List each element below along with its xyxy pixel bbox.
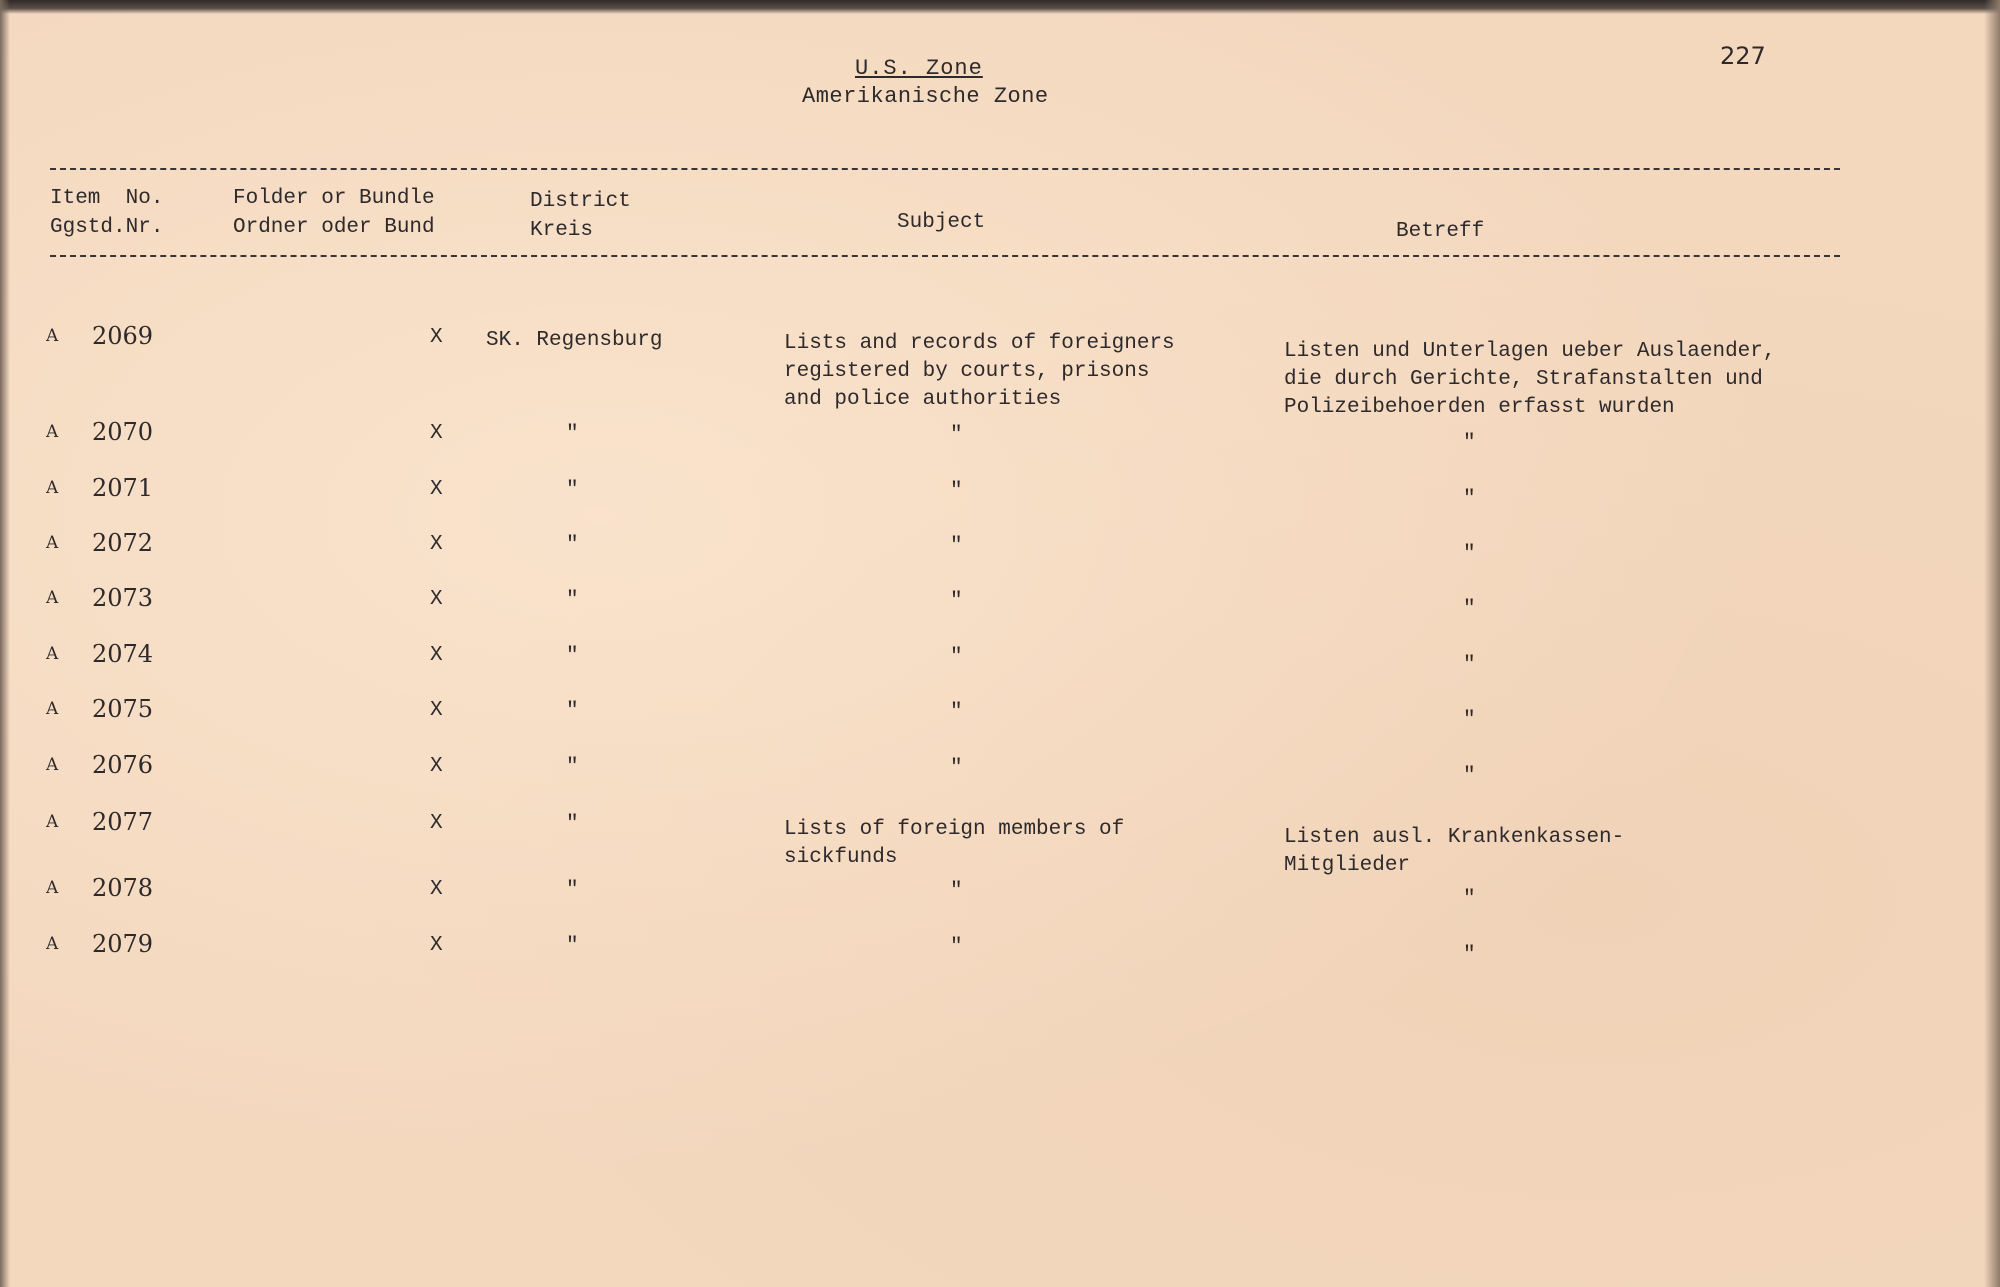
item-number: 2073 [92,584,154,612]
folder-mark: X [430,644,443,667]
district-cell: " [566,479,579,502]
col-district-en: District [530,190,631,213]
folder-mark: X [430,812,443,835]
folder-mark: X [430,699,443,722]
item-prefix: A [46,533,59,553]
subject-cell: " [950,590,963,613]
folder-mark: X [430,934,443,957]
subject-cell: " [950,535,963,558]
betreff-cell: Listen ausl. Krankenkassen- Mitglieder [1284,826,1625,877]
page-top-edge [0,0,2000,14]
item-number: 2074 [92,640,154,668]
item-number: 2079 [92,930,154,958]
item-number: 2077 [92,808,154,836]
item-number: 2075 [92,695,154,723]
item-prefix: A [46,878,59,898]
item-prefix: A [46,812,59,832]
item-number: 2070 [92,418,154,446]
col-item-de: Ggstd.Nr. [50,216,164,239]
subject-cell: " [950,646,963,669]
district-cell: " [566,700,579,723]
district-cell: " [566,589,579,612]
zone-subtitle: Amerikanische Zone [802,84,1049,109]
item-number: 2076 [92,751,154,779]
page-left-edge [0,0,10,1287]
betreff-cell: Listen und Unterlagen ueber Auslaender, die durch Gerichte, Strafanstalten und Polizeibehoerden erfasst wurden [1284,340,1776,419]
subject-cell: " [950,936,963,959]
folder-mark: X [430,878,443,901]
item-prefix: A [46,326,59,346]
item-number: 2071 [92,474,154,502]
betreff-cell: " [1463,709,1476,732]
item-prefix: A [46,588,59,608]
item-prefix: A [46,644,59,664]
folder-mark: X [430,326,443,349]
item-prefix: A [46,699,59,719]
col-folder-de: Ordner oder Bund [233,216,435,239]
district-cell: " [566,756,579,779]
betreff-cell: " [1463,765,1476,788]
item-prefix: A [46,422,59,442]
col-district-de: Kreis [530,219,594,242]
zone-title: U.S. Zone [855,56,983,81]
page-right-edge [1984,0,2000,1287]
betreff-cell: " [1463,432,1476,455]
subject-cell: Lists and records of foreigners registered by courts, prisons and police authorities [784,332,1175,411]
item-prefix: A [46,755,59,775]
subject-cell: " [950,880,963,903]
betreff-cell: " [1463,543,1476,566]
col-betreff: Betreff [1396,220,1485,243]
folder-mark: X [430,478,443,501]
folder-mark: X [430,588,443,611]
district-cell: " [566,813,579,836]
page-number: 227 [1720,42,1766,70]
district-cell: " [566,645,579,668]
betreff-cell: " [1463,888,1476,911]
subject-cell: " [950,424,963,447]
item-number: 2078 [92,874,154,902]
col-folder-en: Folder or Bundle [233,187,435,210]
betreff-cell: " [1463,944,1476,967]
header-rule-bottom [50,255,1840,257]
subject-cell: " [950,701,963,724]
item-number: 2069 [92,322,154,350]
district-cell: " [566,935,579,958]
subject-cell: " [950,757,963,780]
betreff-cell: " [1463,654,1476,677]
district-cell: SK. Regensburg [486,329,663,352]
header-rule-top [50,168,1840,170]
district-cell: " [566,534,579,557]
district-cell: " [566,423,579,446]
item-prefix: A [46,934,59,954]
item-prefix: A [46,478,59,498]
item-number: 2072 [92,529,154,557]
folder-mark: X [430,755,443,778]
col-subject: Subject [897,211,986,234]
subject-cell: Lists of foreign members of sickfunds [784,818,1125,869]
betreff-cell: " [1463,488,1476,511]
subject-cell: " [950,480,963,503]
folder-mark: X [430,533,443,556]
col-item-en: Item No. [50,187,164,210]
folder-mark: X [430,422,443,445]
betreff-cell: " [1463,598,1476,621]
district-cell: " [566,879,579,902]
